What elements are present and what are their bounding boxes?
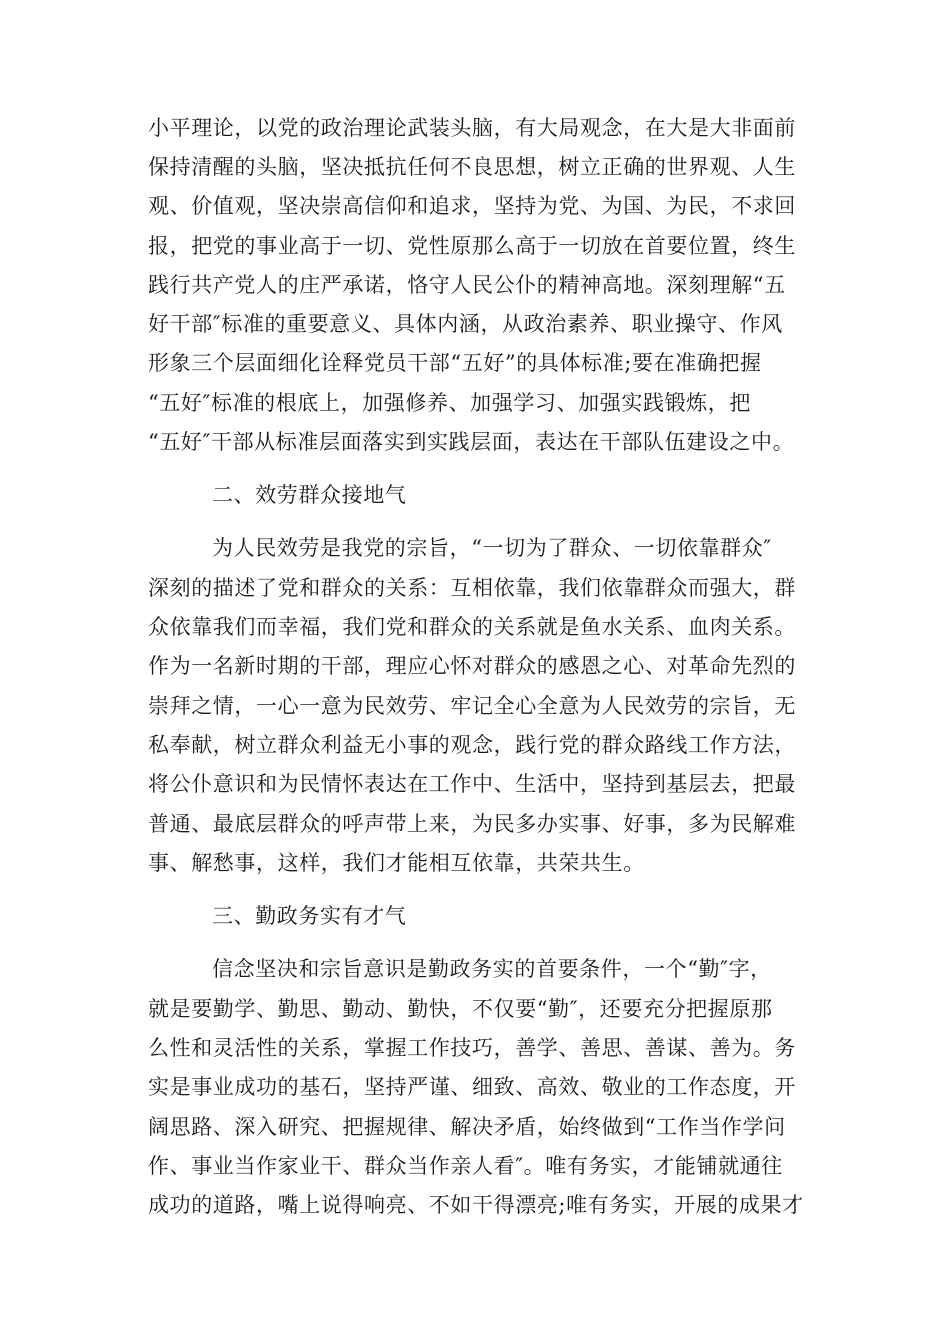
- paragraph-line: 作为一名新时期的干部，理应心怀对群众的感恩之心、对革命先烈的: [148, 654, 796, 678]
- paragraph-line: 事、解愁事，这样，我们才能相互依靠，共荣共生。: [148, 851, 645, 875]
- section-heading-2: 二、效劳群众接地气: [212, 483, 407, 507]
- paragraph-line: 阔思路、深入研究、把握规律、解决矛盾，始终做到“工作当作学问: [148, 1115, 786, 1139]
- paragraph-line: 深刻的描述了党和群众的关系：互相依靠，我们依靠群众而强大，群: [148, 576, 796, 600]
- paragraph-line: “五好″干部从标准层面落实到实践层面，表达在干部队伍建设之中。: [148, 430, 795, 454]
- section-heading-3: 三、勤政务实有才气: [212, 904, 407, 928]
- paragraph-line: 报，把党的事业高于一切、党性原那么高于一切放在首要位置，终生: [148, 234, 796, 258]
- paragraph-line: 信念坚决和宗旨意识是勤政务实的首要条件，一个“勤″字，: [212, 957, 772, 981]
- paragraph-line: 成功的道路，嘴上说得响亮、不如干得漂亮;唯有务实，开展的成果才: [148, 1193, 804, 1217]
- paragraph-line: 作、事业当作家业干、群众当作亲人看″。唯有务实，才能铺就通往: [148, 1154, 783, 1178]
- paragraph-line: 将公仆意识和为民情怀表达在工作中、生活中，坚持到基层去，把最: [148, 772, 796, 796]
- paragraph-line: 形象三个层面细化诠释党员干部“五好”的具体标准;要在准确把握: [148, 351, 762, 375]
- paragraph-line: 崇拜之情，一心一意为民效劳、牢记全心全意为人民效劳的宗旨，无: [148, 694, 796, 718]
- paragraph-line: 实是事业成功的基石，坚持严谨、细致、高效、敬业的工作态度，开: [148, 1075, 796, 1099]
- paragraph-line: 观、价值观，坚决崇高信仰和追求，坚持为党、为国、为民，不求回: [148, 194, 796, 218]
- paragraph-line: 私奉献，树立群众利益无小事的观念，践行党的群众路线工作方法，: [148, 733, 796, 757]
- paragraph-line: 众依靠我们而幸福，我们党和群众的关系就是鱼水关系、血肉关系。: [148, 615, 796, 639]
- paragraph-line: 小平理论，以党的政治理论武装头脑，有大局观念，在大是大非面前: [148, 116, 796, 140]
- paragraph-line: 么性和灵活性的关系，掌握工作技巧，善学、善思、善谋、善为。务: [148, 1036, 796, 1060]
- paragraph-line: 普通、最底层群众的呼声带上来，为民多办实事、好事，多为民解难: [148, 812, 796, 836]
- paragraph-line: 保持清醒的头脑，坚决抵抗任何不良思想，树立正确的世界观、人生: [148, 155, 796, 179]
- paragraph-line: 践行共产党人的庄严承诺，恪守人民公仆的精神高地。深刻理解“五: [148, 273, 786, 297]
- paragraph-line: “五好″标准的根底上，加强修养、加强学习、加强实践锻炼，把: [148, 391, 751, 415]
- paragraph-line: 为人民效劳是我党的宗旨，“一切为了群众、一切依靠群众″: [212, 536, 772, 560]
- paragraph-line: 好干部″标准的重要意义、具体内涵，从政治素养、职业操守、作风: [148, 312, 783, 336]
- paragraph-line: 就是要勤学、勤思、勤动、勤快，不仅要“勤″，还要充分把握原那: [148, 997, 773, 1021]
